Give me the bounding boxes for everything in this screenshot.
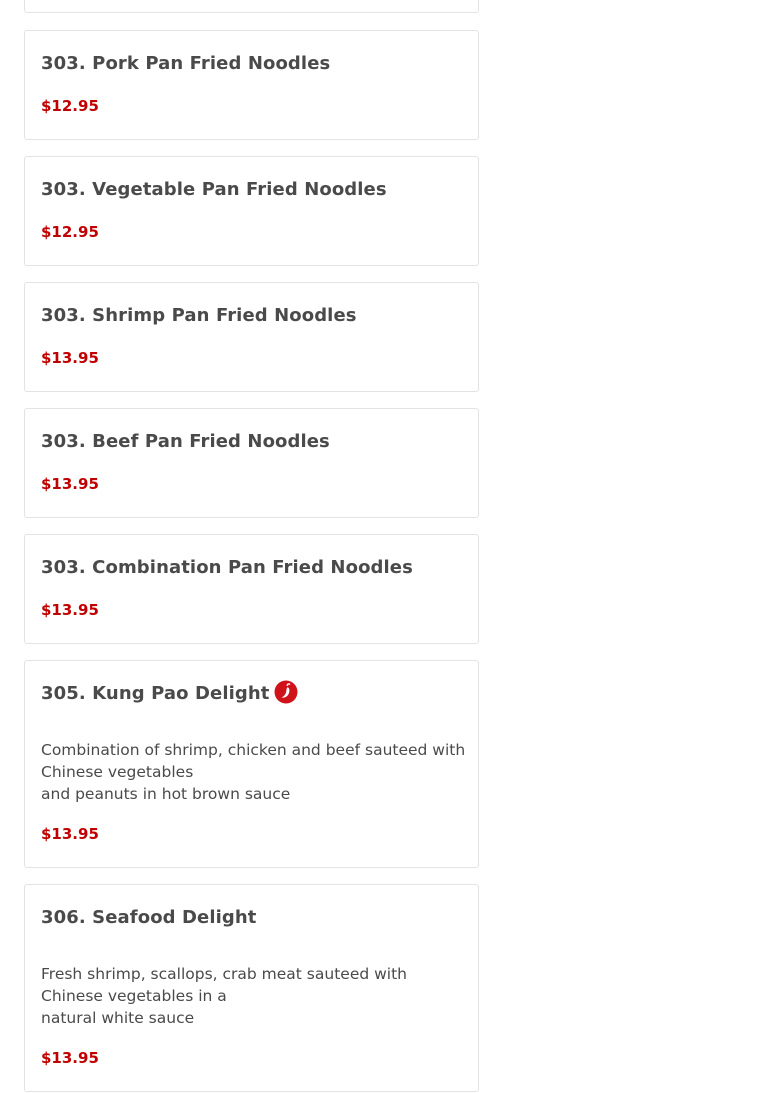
menu-item-price: $13.95 [41,349,99,367]
menu-item-title: 303. Shrimp Pan Fried Noodles [41,305,357,326]
menu-item-price: $12.95 [41,97,99,115]
menu-item-title: 303. Beef Pan Fried Noodles [41,431,330,452]
menu-item-card[interactable] [24,0,479,13]
menu-item-card[interactable] [24,282,479,392]
menu-item-card[interactable] [24,408,479,518]
hot-pepper-icon [274,680,298,704]
menu-item-card[interactable] [24,156,479,266]
menu-item-title: 305. Kung Pao Delight [41,683,270,704]
menu-item-price: $13.95 [41,601,99,619]
menu-item-title: 303. Vegetable Pan Fried Noodles [41,179,387,200]
menu-item-card[interactable] [24,30,479,140]
menu-item-card[interactable] [24,660,479,868]
menu-item-price: $13.95 [41,825,99,843]
menu-item-card[interactable] [24,534,479,644]
menu-item-title: 306. Seafood Delight [41,907,257,928]
menu-item-price: $13.95 [41,475,99,493]
menu-item-description: Fresh shrimp, scallops, crab meat sauteed with Chinese vegetables in a natural white sauce [41,965,408,1027]
menu-item-description: Combination of shrimp, chicken and beef sauteed with Chinese vegetables and peanuts in hot brown sauce [41,741,466,803]
menu-item-title: 303. Combination Pan Fried Noodles [41,557,413,578]
menu-item-card[interactable] [24,884,479,1092]
menu-item-price: $13.95 [41,1049,99,1067]
menu-item-title: 303. Pork Pan Fried Noodles [41,53,331,74]
menu-item-price: $12.95 [41,223,99,241]
